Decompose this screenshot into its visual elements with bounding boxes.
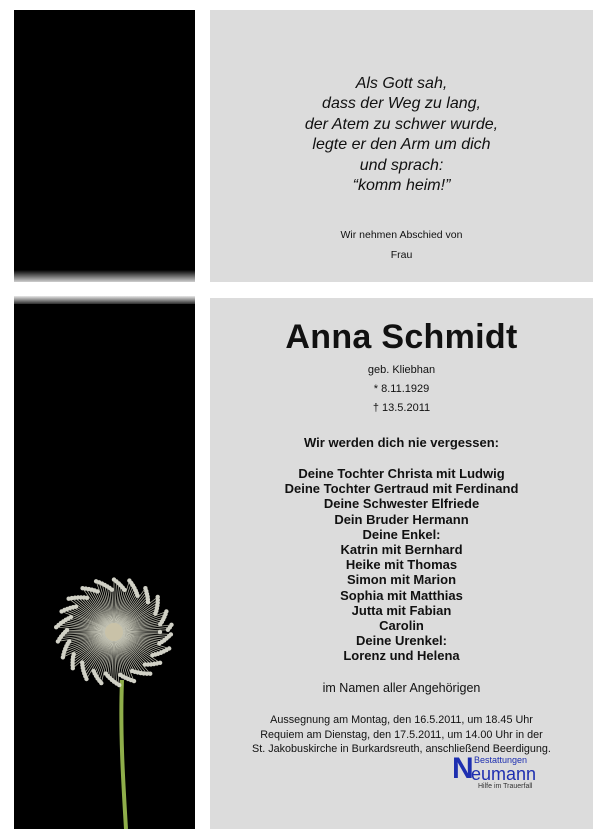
birth-name: geb. Kliebhan (367, 364, 436, 376)
logo-tagline: Hilfe im Trauerfall (478, 783, 533, 790)
death-date: † 13.5.2011 (372, 402, 431, 414)
family-line: Deine Tochter Gertraud mit Ferdinand (284, 481, 519, 497)
family-line: Simon mit Marion (346, 572, 457, 588)
ceremony-line: Requiem am Dienstag, den 17.5.2011, um 14.00 Uhr in der (260, 728, 543, 741)
on-behalf-text: im Namen aller Angehörigen (322, 681, 481, 695)
deceased-name: Anna Schmidt (285, 318, 518, 356)
family-line: Jutta mit Fabian (351, 602, 452, 618)
title-text: Frau (390, 249, 413, 261)
farewell-text: Wir nehmen Abschied von (340, 229, 463, 241)
ceremony-line: Aussegnung am Montag, den 16.5.2011, um 18.45 Uhr (270, 714, 533, 726)
family-line: Deine Schwester Elfriede (323, 496, 480, 512)
logo-name: eumann (471, 764, 537, 784)
ceremony-line: St. Jakobuskirche in Burkardsreuth, anschließend Beerdigung. (252, 743, 551, 756)
family-line: Deine Enkel: (362, 526, 441, 542)
family-list (210, 466, 593, 664)
poem-line: dass der Weg zu lang, (322, 95, 481, 113)
poem (210, 74, 593, 196)
family-line: Carolin (379, 618, 424, 634)
fade-strip-top (14, 270, 195, 282)
funeral-home-logo (452, 754, 562, 794)
family-line: Heike mit Thomas (345, 557, 458, 573)
logo-initial: N (452, 752, 474, 785)
poem-line: legte er den Arm um dich (312, 136, 491, 154)
ceremony-info (210, 713, 593, 757)
birth-date: * 8.11.1929 (373, 383, 430, 395)
poem-line: “komm heim!” (352, 177, 451, 195)
black-panel-top (14, 10, 195, 272)
family-line: Deine Tochter Christa mit Ludwig (298, 466, 505, 481)
family-line: Dein Bruder Hermann (334, 511, 469, 527)
family-line: Katrin mit Bernhard (340, 542, 463, 558)
family-line: Deine Urenkel: (355, 633, 448, 649)
poem-line: und sprach: (359, 156, 444, 174)
family-line: Sophia mit Matthias (340, 587, 463, 603)
poem-line: Als Gott sah, (355, 75, 448, 92)
dandelion-icon (30, 560, 180, 829)
poem-line: der Atem zu schwer wurde, (304, 115, 499, 133)
motto: Wir werden dich nie vergessen: (304, 435, 499, 450)
family-line: Lorenz und Helena (343, 648, 460, 664)
logo-top-text: Bestattungen (474, 755, 528, 765)
